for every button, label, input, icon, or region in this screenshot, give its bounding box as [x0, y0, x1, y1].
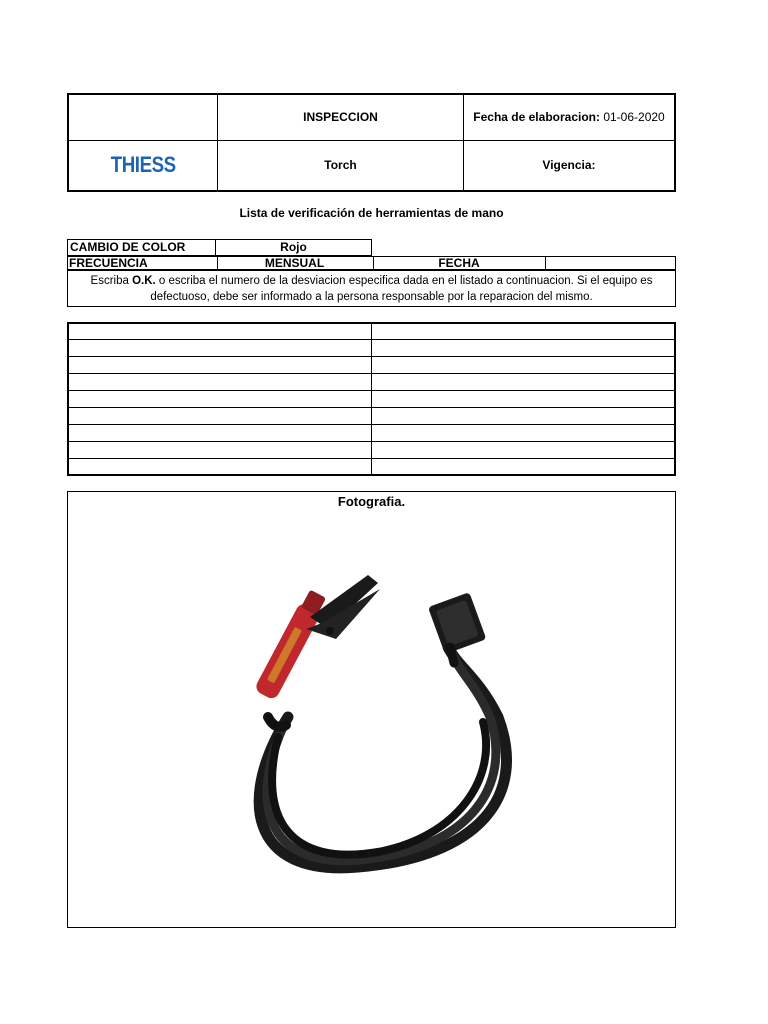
checklist-cell-right[interactable] [372, 339, 676, 356]
instructions-ok: O.K. [132, 275, 156, 287]
checklist-grid [67, 322, 676, 476]
date-field-label: FECHA [373, 257, 546, 269]
checklist-cell-right[interactable] [372, 442, 676, 459]
photo-title: Fotografia. [337, 494, 406, 509]
checklist-cell-right[interactable] [372, 356, 676, 373]
checklist-row [68, 425, 675, 442]
checklist-cell-left[interactable] [68, 425, 372, 442]
checklist-cell-right[interactable] [372, 390, 676, 407]
checklist-row [68, 356, 675, 373]
checklist-cell-right[interactable] [372, 408, 676, 425]
instructions-post: o escriba el numero de la desviacion especifica dada en el listado a continuacion. Si el equipo es defectuoso, debe ser informado a la persona responsable por la reparacion del mismo. [150, 275, 653, 303]
checklist-cell-left[interactable] [68, 373, 372, 390]
frequency-row [67, 256, 676, 270]
inspection-title: INSPECCION [218, 94, 464, 140]
checklist-cell-left[interactable] [68, 390, 372, 407]
checklist-subtitle: Lista de verificación de herramientas de mano [239, 206, 504, 220]
photo-box [67, 491, 676, 928]
header-table [67, 93, 676, 192]
checklist-cell-left[interactable] [68, 323, 372, 339]
checklist-row [68, 390, 675, 407]
torch-image [228, 567, 528, 887]
checklist-row [68, 408, 675, 425]
checklist-cell-left[interactable] [68, 356, 372, 373]
logo-cell [68, 140, 218, 191]
checklist-cell-left[interactable] [68, 459, 372, 475]
color-change-value: Rojo [215, 239, 372, 256]
frequency-value: MENSUAL [216, 257, 374, 269]
checklist-cell-right[interactable] [372, 425, 676, 442]
date-cell [464, 94, 676, 140]
logo-cell-top [68, 94, 218, 140]
checklist-cell-left[interactable] [68, 339, 372, 356]
frequency-label: FRECUENCIA [69, 257, 218, 269]
date-value: 01-06-2020 [603, 110, 665, 125]
checklist-cell-left[interactable] [68, 442, 372, 459]
date-field-value[interactable] [545, 257, 675, 269]
checklist-cell-left[interactable] [68, 408, 372, 425]
checklist-row [68, 442, 675, 459]
instructions-pre: Escriba [90, 275, 133, 287]
checklist-row [68, 373, 675, 390]
vigencia-label: Vigencia: [464, 140, 676, 191]
checklist-row [68, 459, 675, 475]
checklist-cell-right[interactable] [372, 323, 676, 339]
checklist-cell-right[interactable] [372, 459, 676, 475]
checklist-row [68, 323, 675, 339]
checklist-cell-right[interactable] [372, 373, 676, 390]
thiess-logo: THIESS [110, 152, 176, 178]
checklist-row [68, 339, 675, 356]
instructions-box [67, 270, 676, 307]
item-name: Torch [218, 140, 464, 191]
date-label: Fecha de elaboracion: [473, 110, 600, 125]
color-change-label: CAMBIO DE COLOR [67, 239, 216, 256]
